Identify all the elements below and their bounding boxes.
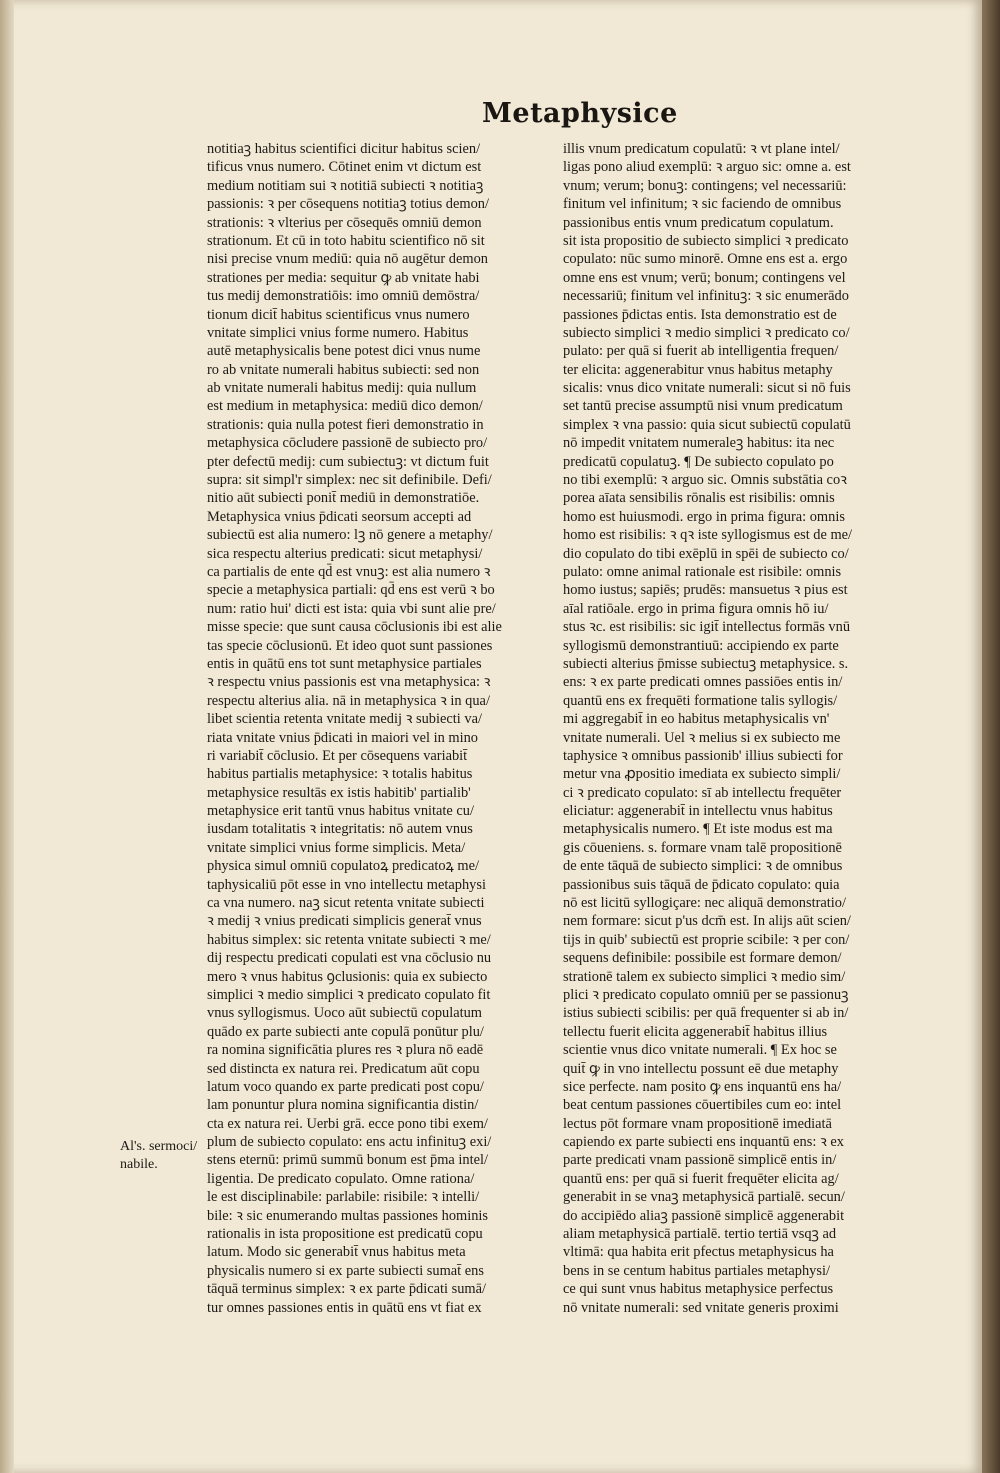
text-line: strationis: quia nulla potest fieri demonstratio in [207,416,484,433]
text-line: strationis: ꝛ vlterius per cōsequēs omniū demon [207,214,482,231]
text-line: passionis: ꝛ per cōsequens notitiaꝫ totius demon/ [207,196,489,213]
text-line: notitiaꝫ habitus scientifici dicitur habitus scien/ [207,141,481,157]
text-line: ab vnitate numerali habitus medij: quia nullum [207,380,477,397]
text-line: autē metaphysicalis bene potest dici vnus nume [207,343,481,360]
text-line: plum de subiecto copulato: ens actu infinituꝫ exi/ [207,1134,492,1151]
text-line: homo est risibilis: ꝛ qꝛ iste syllogismus est de me/ [563,527,853,544]
text-line: libet scientia retenta vnitate medij ꝛ subiecti va/ [207,711,482,728]
text-line: metaphysice erit tantū vnus habitus vnitate cu/ [207,803,474,820]
text-line: dij respectu predicati copulati est vna cōclusio nu [207,950,492,967]
text-line: sica respectu alterius predicati: sicut metaphysi/ [207,545,483,562]
text-line: metaphysice resultās ex istis habitib' partialib' [207,784,471,801]
text-line: ca partialis de ente qd̄ est vnuꝫ: est alia numero ꝛ [207,563,491,580]
text-line: supra: sit simpl'r simplex: nec sit definibile. Defi/ [207,472,492,489]
text-line: scientie vnus dico vnitate numerali. ¶ Ex hoc se [563,1042,837,1059]
text-line: no tibi exemplū: ꝛ arguo sic. Omnis substātia coꝛ [563,472,847,489]
text-line: nem formare: sicut p'us dcm̄ est. In alijs aūt scien/ [563,913,851,930]
marginal-note-line: Al's. sermoci/ [120,1139,198,1154]
text-line: ra nomina significātia plures res ꝛ plura nō eadē [207,1042,484,1059]
text-line: ci ꝛ predicato copulato: sī ab intellectu frequēter [563,784,842,801]
text-line: sice perfecte. nam posito ꝙ ens inquantū ens ha/ [563,1078,842,1095]
text-line: gis cōueniens. s. formare vnam talē propositionē [563,839,842,856]
text-line: tellectu fuerit elicita aggenerabit̄ habitus illius [563,1023,828,1040]
text-line: medium notitiam sui ꝛ notitiā subiecti ꝛ notitiaꝫ [207,177,484,194]
text-line: ligas pono aliud exemplū: ꝛ arguo sic: omne a. est [563,159,851,176]
text-column-left [207,140,549,1317]
text-line: physicalis numero si ex parte subiecti sumat̄ ens [207,1262,484,1279]
text-line: nō vnitate numerali: sed vnitate generis proximi [563,1299,839,1316]
text-line: nisi precise vnum mediū: quia nō augētur demon [207,251,488,268]
text-line: vnitate simplici vnius forme numero. Habitus [207,324,469,341]
text-line: iusdam totalitatis ꝛ integritatis: nō autem vnus [207,821,473,838]
text-line: plici ꝛ predicato copulato omniū per se passionuꝫ [563,986,849,1003]
text-line: metaphysica cōcludere passionē de subiecto pro/ [207,435,488,452]
text-line: passionibus suis tāquā de p̄dicato copulato: quia [563,876,840,893]
text-line: dio copulato do tibi exēplū in spēi de subiecto co/ [563,545,849,562]
text-line: copulato: nūc sumo minorē. Omne ens est a. ergo [563,251,848,268]
page-gutter-edge [0,0,14,1473]
text-line: Metaphysica vnius p̄dicati seorsum accepti ad [207,508,472,525]
text-line: taphysicaliū pōt esse in vno intellectu metaphysi [207,876,486,893]
text-line: taphysice ꝛ omnibus passionib' illius subiecti for [563,747,843,764]
text-line: stens eternū: primū summū bonum est p̄ma intel/ [207,1152,488,1169]
text-line: habitus simplex: sic retenta vnitate subiecti ꝛ me/ [207,931,491,948]
text-line: ꝛ respectu vnius passionis est vna metaphysica: ꝛ [207,674,491,691]
text-line: sit ista propositio de subiecto simplici ꝛ predicato [563,232,849,249]
text-line: strationum. Et cū in toto habitu scientifico nō sit [207,232,485,249]
text-line: misse specie: que sunt causa cōclusionis ibi est alie [207,619,502,636]
text-line: mero ꝛ vnus habitus ꝯclusionis: quia ex subiecto [207,968,488,985]
text-line: pulato: per quā si fuerit ab intelligentia frequen/ [563,343,839,360]
text-line: necessariū; finitum vel infinituꝫ: ꝛ sic enumerādo [563,288,849,305]
text-line: nō impedit vnitatem numeraleꝫ habitus: ita nec [563,435,835,452]
text-line: istius subiecti scibilis: per quā frequenter si ab in/ [563,1005,849,1022]
text-line: passionibus entis vnum predicatum copulatum. [563,214,834,231]
text-line: sed distincta ex natura rei. Predicatum aūt copu [207,1060,480,1077]
text-line: sicalis: vnus dico vnitate numerali: sicut si nō fuis [563,380,851,397]
text-line: lectus pōt formare vnam propositionē imediatā [563,1115,832,1132]
text-line: vnitate simplici vnius forme simplicis. Meta/ [207,839,466,856]
text-line: ens: ꝛ ex parte predicati omnes passiōes entis in/ [563,674,843,691]
text-line: vnus syllogismus. Uoco aūt subiectū copulatum [207,1005,482,1022]
text-line: le est disciplinabile: parlabile: risibile: ꝛ intelli/ [207,1189,480,1206]
text-line: metaphysicalis numero. ¶ Et iste modus est ma [563,821,833,838]
text-line: ca vna numero. naꝫ sicut retenta vnitate subiecti [207,895,485,912]
text-line: bens in se centum habitus partiales metaphysi/ [563,1262,830,1279]
text-line: riata vnitate vnius p̄dicati in maiori vel in mino [207,729,478,746]
text-line: subiecti alterius p̄misse subiectuꝫ metaphysice. s. [563,655,849,672]
text-line: strationē talem ex subiecto simplici ꝛ medio sim/ [563,968,846,985]
text-line: homo est huiusmodi. ergo in prima figura: omnis [563,508,845,525]
text-line: tāquā terminus simplex: ꝛ ex parte p̄dicati sumā/ [207,1281,486,1298]
text-line: syllogismū demonstrantiuū: accipiendo ex parte [563,637,839,654]
running-header: Metaphysice [482,98,678,129]
text-line: pulato: omne animal rationale est risibile: omnis [563,563,842,580]
text-line: beat centum passiones cōuertibiles cum eo: intel [563,1097,842,1114]
text-line: tijs in quib' subiectū est proprie scibile: ꝛ per con/ [563,931,850,948]
text-line: de ente tāquā de subiecto simplici: ꝛ de omnibus [563,858,843,875]
text-line: nitio aūt subiecti ponit̄ mediū in demonstratiōe. [207,490,480,507]
text-line: omne ens est vnum; verū; bonum; contingens vel [563,269,846,286]
text-line: stus ꝛc. est risibilis: sic igit̄ intellectus formās vnū [563,619,851,636]
text-line: quit̄ ꝙ in vno intellectu possunt eē due metaphy [563,1060,839,1077]
text-line: tus medij demonstratiōis: imo omniū demōstra/ [207,288,480,305]
book-cover-edge [982,0,1000,1473]
text-line: generabit in se vnaꝫ metaphysicā partialē. secun/ [563,1189,845,1206]
text-column-right [563,140,907,1317]
text-line: vnum; verum; bonuꝫ: contingens; vel necessariū: [563,177,847,194]
text-line: finitum vel infinitum; ꝛ sic faciendo de omnibus [563,196,842,213]
text-line: specie a metaphysica partiali: qd̄ ens est verū ꝛ bo [207,582,495,599]
text-line: porea aīata sensibilis rōnalis est risibilis: omnis [563,490,835,507]
text-line: ce qui sunt vnus habitus metaphysice perfectus [563,1281,834,1298]
text-line: metur vna ꝓpositio imediata ex subiecto simpli/ [563,766,841,783]
text-line: latum. Modo sic generabit̄ vnus habitus meta [207,1244,466,1261]
text-line: latum voco quando ex parte predicati post copu/ [207,1078,484,1095]
text-line: quantū ens ex frequēti formatione talis syllogis/ [563,692,838,709]
text-line: aīal ratiōale. ergo in prima figura omnis hō iu/ [563,600,829,617]
text-line: ligentia. De predicato copulato. Omne rationa/ [207,1170,475,1187]
text-line: cta ex natura rei. Uerbi grā. ecce pono tibi exem/ [207,1115,488,1132]
text-line: ri variabit̄ cōclusio. Et per cōsequens variabit̄ [207,747,468,764]
text-line: passiones p̄dictas entis. Ista demonstratio est de [563,306,837,323]
text-line: homo iustus; sapiēs; prudēs: mansuetus ꝛ pius est [563,582,848,599]
text-line: tificus vnus numero. Cōtinet enim vt dictum est [207,159,482,176]
text-line: tur omnes passiones entis in quātū ens vt fiat ex [207,1299,482,1316]
text-line: set tantū precise assumptū nisi vnum predicatum [563,398,843,415]
text-line: tas specie cōclusionū. Et ideo quot sunt passiones [207,637,493,654]
text-line: sequens definibile: possibile est formare demon/ [563,950,842,967]
marginal-note [120,1138,197,1174]
text-line: num: ratio hui' dicti est ista: quia vbi sunt alie pre/ [207,600,496,617]
text-line: strationes per media: sequitur ꝙ ab vnitate habi [207,269,480,286]
text-line: subiecto simplici ꝛ medio simplici ꝛ predicato co/ [563,324,850,341]
text-line: simplici ꝛ medio simplici ꝛ predicato copulato fit [207,986,491,1003]
text-line: quādo ex parte subiecti ante copulā ponūtur plu/ [207,1023,484,1040]
text-line: lam ponuntur plura nomina significantia distin/ [207,1097,479,1114]
text-line: eliciatur: aggenerabit̄ in intellectu vnus habitus [563,803,833,820]
text-line: vnitate numerali. Uel ꝛ melius si ex subiecto me [563,729,841,746]
text-line: illis vnum predicatum copulatū: ꝛ vt plane intel/ [563,141,840,157]
text-line: capiendo ex parte subiecti ens inquantū ens: ꝛ ex [563,1134,844,1151]
text-line: aliam metaphysicā partialē. tertio tertiā vsqꝫ ad [563,1226,837,1243]
text-line: entis in quātū ens tot sunt metaphysice partiales [207,655,482,672]
text-line: mi aggregabit̄ in eo habitus metaphysicalis vn' [563,711,830,728]
text-line: physica simul omniū copulatoꝝ predicatoꝝ me/ [207,858,480,875]
text-line: parte predicati vnam passionē simplicē entis in/ [563,1152,837,1169]
text-line: habitus partialis metaphysice: ꝛ totalis habitus [207,766,473,783]
text-line: simplex ꝛ vna passio: quia sicut subiectū copulatū [563,416,851,433]
text-line: ro ab vnitate numerali habitus subiecti: sed non [207,361,480,378]
text-line: tionum dicit̄ habitus scientificus vnus numero [207,306,470,323]
text-line: respectu alterius alia. nā in metaphysica ꝛ in qua/ [207,692,490,709]
text-line: quantū ens: per quā si fuerit frequēter elicita ag/ [563,1170,839,1187]
text-line: vltimā: qua habita erit pfectus metaphysicus ha [563,1244,834,1261]
text-line: do accipiēdo aliaꝫ passionē simplicē aggenerabit [563,1207,845,1224]
text-line: est medium in metaphysica: mediū dico demon/ [207,398,483,415]
text-line: rationalis in ista propositione est predicatū copu [207,1226,483,1243]
text-line: nō est licitū syllogiçare: nec aliquā demonstratio/ [563,895,846,912]
text-line: ꝛ medij ꝛ vnius predicati simplicis generat̄ vnus [207,913,482,930]
marginal-note-line: nabile. [120,1157,158,1172]
text-line: predicatū copulatuꝫ. ¶ De subiecto copulato po [563,453,834,470]
text-line: bile: ꝛ sic enumerando multas passiones hominis [207,1207,489,1224]
text-line: subiectū est alia numero: lꝫ nō genere a metaphy/ [207,527,493,544]
text-line: pter defectū medij: cum subiectuꝫ: vt dictum fuit [207,453,489,470]
text-line: ter elicita: aggenerabitur vnus habitus metaphy [563,361,833,378]
